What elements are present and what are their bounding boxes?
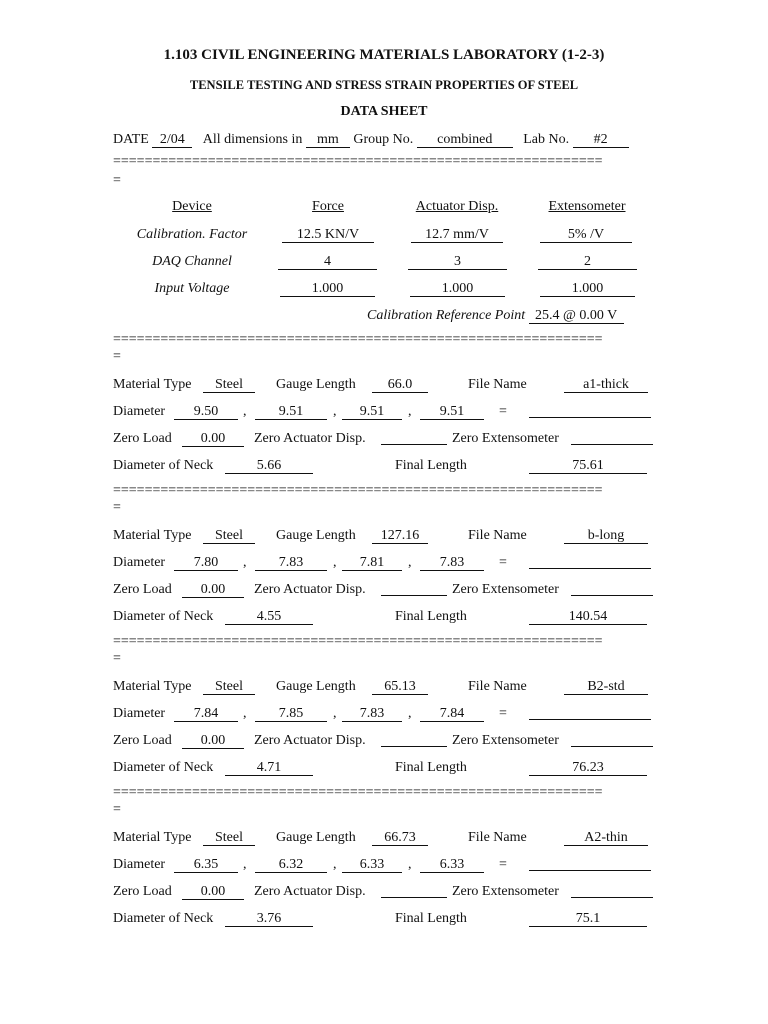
zero-actuator-blank bbox=[381, 883, 447, 898]
calibration-actuator-channel: 3 bbox=[408, 255, 507, 270]
calibration-row-label: Input Voltage bbox=[154, 281, 230, 296]
file-name-value: a1-thick bbox=[564, 378, 648, 393]
document-title: 1.103 CIVIL ENGINEERING MATERIALS LABORATORY (1-2-3) bbox=[163, 47, 605, 63]
diameter-label: Diameter bbox=[113, 857, 166, 872]
zero-actuator-blank bbox=[381, 732, 447, 747]
separator: ============================================================== bbox=[113, 154, 603, 169]
file-name-label: File Name bbox=[468, 528, 527, 543]
separator-tail: = bbox=[113, 651, 121, 666]
zero-extensometer-label: Zero Extensometer bbox=[452, 582, 559, 597]
zero-actuator-label: Zero Actuator Disp. bbox=[254, 431, 366, 446]
diameter-3-value: 9.51 bbox=[342, 405, 402, 420]
calibration-extensometer-factor: 5% /V bbox=[540, 228, 632, 243]
date-value: 2/04 bbox=[152, 133, 192, 148]
zero-load-value: 0.00 bbox=[182, 734, 244, 749]
meta-line bbox=[113, 131, 629, 149]
gauge-length-label: Gauge Length bbox=[276, 679, 356, 694]
comma: , bbox=[408, 404, 412, 419]
final-length-label: Final Length bbox=[395, 911, 467, 926]
zero-actuator-label: Zero Actuator Disp. bbox=[254, 733, 366, 748]
comma: , bbox=[408, 555, 412, 570]
zero-actuator-label: Zero Actuator Disp. bbox=[254, 884, 366, 899]
separator-tail: = bbox=[113, 802, 121, 817]
gauge-length-value: 127.16 bbox=[372, 529, 428, 544]
diameter-4-value: 7.84 bbox=[420, 707, 484, 722]
data-sheet-heading: DATA SHEET bbox=[340, 104, 428, 119]
diameter-4-value: 9.51 bbox=[420, 405, 484, 420]
material-type-label: Material Type bbox=[113, 377, 192, 392]
diameter-2-value: 6.32 bbox=[255, 858, 327, 873]
separator: ============================================================== bbox=[113, 483, 603, 498]
calibration-header-force: Force bbox=[312, 199, 344, 214]
zero-extensometer-label: Zero Extensometer bbox=[452, 884, 559, 899]
gauge-length-value: 66.0 bbox=[372, 378, 428, 393]
diameter-3-value: 7.83 bbox=[342, 707, 402, 722]
diameter-neck-value: 4.71 bbox=[225, 761, 313, 776]
calibration-extensometer-channel: 2 bbox=[538, 255, 637, 270]
diameter-2-value: 9.51 bbox=[255, 405, 327, 420]
zero-load-label: Zero Load bbox=[113, 884, 172, 899]
dims-label: All dimensions in bbox=[202, 132, 303, 147]
separator-tail: = bbox=[113, 173, 121, 188]
calibration-reference-label: Calibration Reference Point bbox=[367, 308, 526, 323]
comma: , bbox=[243, 857, 247, 872]
final-length-label: Final Length bbox=[395, 609, 467, 624]
diameter-neck-label: Diameter of Neck bbox=[113, 760, 214, 775]
final-length-label: Final Length bbox=[395, 458, 467, 473]
equals-sign: = bbox=[499, 857, 507, 872]
material-type-value: Steel bbox=[203, 378, 255, 393]
diameter-neck-value: 3.76 bbox=[225, 912, 313, 927]
zero-load-value: 0.00 bbox=[182, 583, 244, 598]
calibration-header-device: Device bbox=[172, 199, 212, 214]
material-type-value: Steel bbox=[203, 529, 255, 544]
file-name-label: File Name bbox=[468, 377, 527, 392]
material-type-value: Steel bbox=[203, 680, 255, 695]
final-length-value: 140.54 bbox=[529, 610, 647, 625]
calibration-row-label: DAQ Channel bbox=[152, 254, 232, 269]
diameter-average-blank bbox=[529, 705, 651, 720]
zero-load-value: 0.00 bbox=[182, 885, 244, 900]
zero-load-value: 0.00 bbox=[182, 432, 244, 447]
comma: , bbox=[408, 857, 412, 872]
diameter-neck-label: Diameter of Neck bbox=[113, 609, 214, 624]
diameter-neck-label: Diameter of Neck bbox=[113, 911, 214, 926]
diameter-average-blank bbox=[529, 403, 651, 418]
dims-value: mm bbox=[306, 133, 350, 148]
zero-actuator-label: Zero Actuator Disp. bbox=[254, 582, 366, 597]
zero-extensometer-label: Zero Extensometer bbox=[452, 733, 559, 748]
diameter-neck-label: Diameter of Neck bbox=[113, 458, 214, 473]
zero-extensometer-blank bbox=[571, 430, 653, 445]
calibration-force-channel: 4 bbox=[278, 255, 377, 270]
equals-sign: = bbox=[499, 555, 507, 570]
calibration-force-factor: 12.5 KN/V bbox=[282, 228, 374, 243]
zero-actuator-blank bbox=[381, 430, 447, 445]
diameter-2-value: 7.83 bbox=[255, 556, 327, 571]
diameter-average-blank bbox=[529, 856, 651, 871]
diameter-3-value: 6.33 bbox=[342, 858, 402, 873]
group-label: Group No. bbox=[353, 132, 414, 147]
equals-sign: = bbox=[499, 706, 507, 721]
equals-sign: = bbox=[499, 404, 507, 419]
file-name-value: b-long bbox=[564, 529, 648, 544]
material-type-value: Steel bbox=[203, 831, 255, 846]
zero-load-label: Zero Load bbox=[113, 733, 172, 748]
file-name-value: A2-thin bbox=[564, 831, 648, 846]
material-type-label: Material Type bbox=[113, 679, 192, 694]
diameter-label: Diameter bbox=[113, 706, 166, 721]
calibration-actuator-factor: 12.7 mm/V bbox=[411, 228, 503, 243]
file-name-label: File Name bbox=[468, 830, 527, 845]
file-name-value: B2-std bbox=[564, 680, 648, 695]
zero-load-label: Zero Load bbox=[113, 582, 172, 597]
zero-extensometer-blank bbox=[571, 581, 653, 596]
material-type-label: Material Type bbox=[113, 830, 192, 845]
zero-actuator-blank bbox=[381, 581, 447, 596]
diameter-4-value: 6.33 bbox=[420, 858, 484, 873]
comma: , bbox=[243, 555, 247, 570]
calibration-actuator-voltage: 1.000 bbox=[410, 282, 505, 297]
calibration-row-label: Calibration. Factor bbox=[136, 227, 248, 242]
separator: ============================================================== bbox=[113, 785, 603, 800]
separator: ============================================================== bbox=[113, 634, 603, 649]
comma: , bbox=[333, 404, 337, 419]
comma: , bbox=[333, 706, 337, 721]
final-length-value: 76.23 bbox=[529, 761, 647, 776]
document-subtitle: TENSILE TESTING AND STRESS STRAIN PROPERTIES OF STEEL bbox=[189, 78, 579, 92]
separator-tail: = bbox=[113, 500, 121, 515]
gauge-length-label: Gauge Length bbox=[276, 528, 356, 543]
file-name-label: File Name bbox=[468, 679, 527, 694]
final-length-value: 75.61 bbox=[529, 459, 647, 474]
diameter-neck-value: 5.66 bbox=[225, 459, 313, 474]
comma: , bbox=[243, 706, 247, 721]
diameter-2-value: 7.85 bbox=[255, 707, 327, 722]
separator-tail: = bbox=[113, 349, 121, 364]
gauge-length-label: Gauge Length bbox=[276, 830, 356, 845]
date-label: DATE bbox=[113, 132, 149, 147]
zero-extensometer-blank bbox=[571, 883, 653, 898]
comma: , bbox=[408, 706, 412, 721]
diameter-label: Diameter bbox=[113, 555, 166, 570]
diameter-neck-value: 4.55 bbox=[225, 610, 313, 625]
zero-load-label: Zero Load bbox=[113, 431, 172, 446]
final-length-label: Final Length bbox=[395, 760, 467, 775]
final-length-value: 75.1 bbox=[529, 912, 647, 927]
calibration-extensometer-voltage: 1.000 bbox=[540, 282, 635, 297]
separator: ============================================================== bbox=[113, 332, 603, 347]
calibration-header-actuator: Actuator Disp. bbox=[415, 199, 499, 214]
calibration-reference-value: 25.4 @ 0.00 V bbox=[529, 309, 624, 324]
diameter-1-value: 7.80 bbox=[174, 556, 238, 571]
group-value: combined bbox=[417, 133, 513, 148]
zero-extensometer-label: Zero Extensometer bbox=[452, 431, 559, 446]
calibration-reference bbox=[367, 307, 624, 325]
comma: , bbox=[333, 857, 337, 872]
comma: , bbox=[333, 555, 337, 570]
calibration-header-extensometer: Extensometer bbox=[548, 199, 626, 214]
lab-label: Lab No. bbox=[523, 132, 570, 147]
diameter-3-value: 7.81 bbox=[342, 556, 402, 571]
gauge-length-label: Gauge Length bbox=[276, 377, 356, 392]
diameter-1-value: 7.84 bbox=[174, 707, 238, 722]
diameter-4-value: 7.83 bbox=[420, 556, 484, 571]
diameter-1-value: 6.35 bbox=[174, 858, 238, 873]
lab-value: #2 bbox=[573, 133, 629, 148]
gauge-length-value: 66.73 bbox=[372, 831, 428, 846]
calibration-force-voltage: 1.000 bbox=[280, 282, 375, 297]
diameter-1-value: 9.50 bbox=[174, 405, 238, 420]
gauge-length-value: 65.13 bbox=[372, 680, 428, 695]
material-type-label: Material Type bbox=[113, 528, 192, 543]
diameter-label: Diameter bbox=[113, 404, 166, 419]
comma: , bbox=[243, 404, 247, 419]
zero-extensometer-blank bbox=[571, 732, 653, 747]
diameter-average-blank bbox=[529, 554, 651, 569]
